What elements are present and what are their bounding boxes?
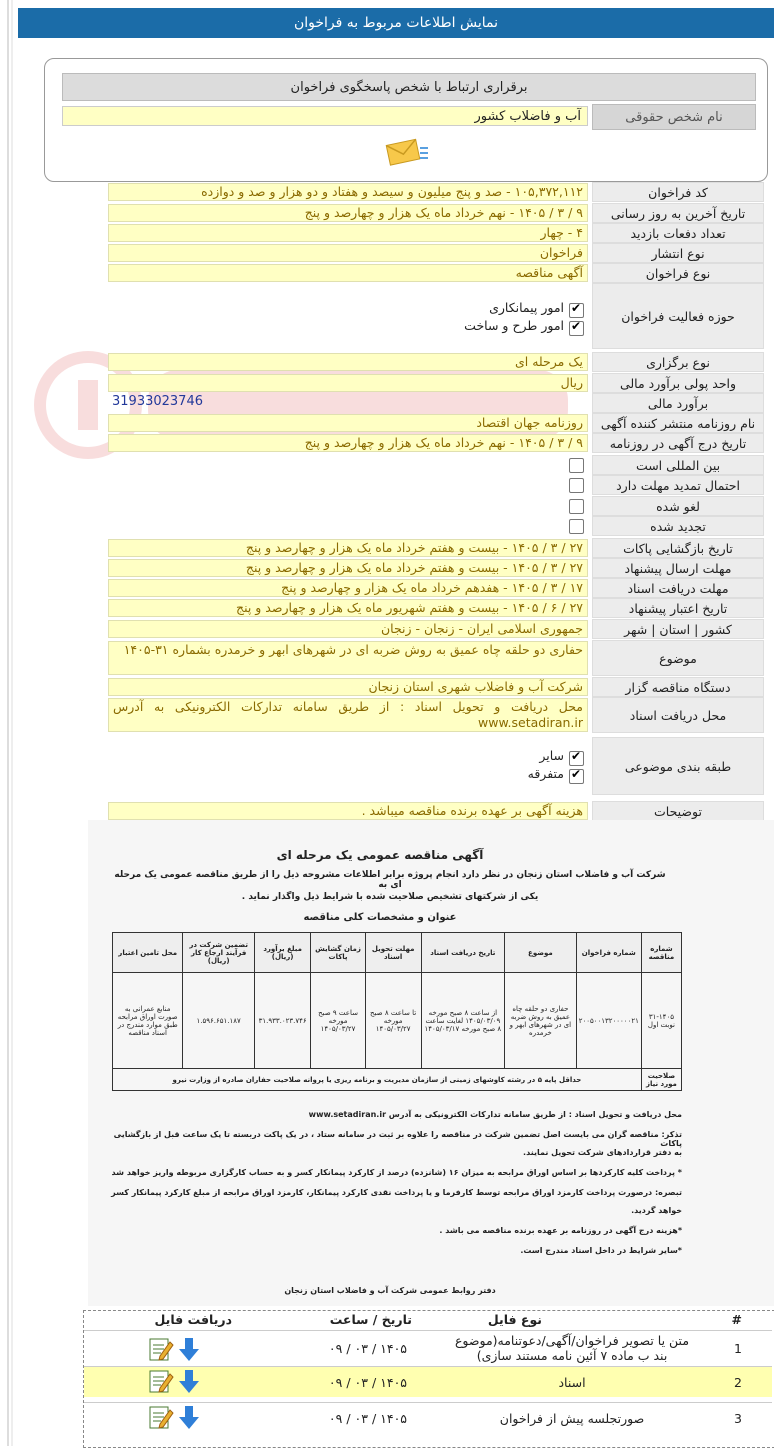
field-row-subject xyxy=(108,640,764,676)
files-header xyxy=(84,1312,772,1330)
legal-name-value: آب و فاضلاب کشور xyxy=(62,106,588,126)
field-value: یک مرحله ای xyxy=(108,353,588,371)
field-value: ۱۷ / ۳ / ۱۴۰۵ - هفدهم خرداد ماه یک هزار و چهارصد و پنج xyxy=(108,579,588,597)
field-row-estimate xyxy=(108,393,764,413)
field-row-code xyxy=(108,182,764,202)
field-value: محل دریافت و تحویل اسناد : از طریق سامانه تدارکات الکترونیکی به آدرس www.setadiran.ir xyxy=(108,698,588,732)
ad-qualification: حداقل پایه ۵ در رشته کاوشهای زمینی از سازمان مدیریت و برنامه ریزی یا پروانه صلاحیت حفاران صادره از وزارت نیرو xyxy=(113,1069,642,1091)
file-date: ۱۴۰۵ / ۰۳ / ۰۹ xyxy=(328,1341,407,1356)
legal-name-label: نام شخص حقوقی xyxy=(592,104,756,130)
field-row-submit-deadline xyxy=(108,558,764,578)
ad-title: آگهی مناقصه عمومی یک مرحله ای xyxy=(276,848,484,862)
ad-table-cell: حفاری دو حلقه چاه عمیق به روش ضربه ای در شهرهای ابهر و خرمدره xyxy=(505,973,577,1069)
activity-item: امور پیمانکاری xyxy=(489,300,564,315)
field-value: جمهوری اسلامی ایران - زنجان - زنجان xyxy=(108,620,588,638)
field-row-update xyxy=(108,203,764,223)
envelope-icon[interactable] xyxy=(384,136,430,168)
field-label: برآورد مالی xyxy=(592,393,764,413)
field-label: توضیحات xyxy=(592,801,764,821)
flag-row-international xyxy=(108,455,764,475)
field-value: هزینه آگهی بر عهده برنده مناقصه میباشد . xyxy=(108,802,588,820)
field-label: نوع فراخوان xyxy=(592,263,764,283)
field-row-docs-deadline xyxy=(108,578,764,598)
field-label: کشور | استان | شهر xyxy=(592,619,764,639)
field-row-visits xyxy=(108,223,764,243)
activity-checkbox[interactable] xyxy=(569,303,584,318)
ad-table-cell: ۱.۵۹۶.۶۵۱.۱۸۷ xyxy=(183,973,255,1069)
ad-table-header: محل تامین اعتبار xyxy=(113,933,183,973)
ad-doc-line: محل دریافت و تحویل اسناد : از طریق سامانه تدارکات الکترونیکی به آدرس www.setadiran.ir xyxy=(308,1110,682,1119)
page-header xyxy=(18,8,774,38)
ad-table-cell: ۲۰۰۵۰۰۱۳۲۰۰۰۰۰۲۱ xyxy=(576,973,641,1069)
ad-note: به دفتر قراردادهای شرکت تحویل نمایند. xyxy=(523,1148,682,1157)
field-label: کد فراخوان xyxy=(592,182,764,202)
field-label: حوزه فعالیت فراخوان xyxy=(592,283,764,349)
category-checkbox[interactable] xyxy=(569,751,584,766)
ad-table-header: شماره مناقصه xyxy=(641,933,681,973)
ad-table-cell: از ساعت ۸ صبح مورخه ۱۴۰۵/۰۳/۰۹ لغایت ساعت ۸ صبح مورخه ۱۴۰۵/۰۳/۱۷ xyxy=(421,973,505,1069)
ad-table-cell: ۳۱-۱۴۰۵ نوبت اول xyxy=(641,973,681,1069)
field-value: ۲۷ / ۳ / ۱۴۰۵ - بیست و هفتم خرداد ماه یک هزار و چهارصد و پنج xyxy=(108,559,588,577)
field-row-category xyxy=(108,737,764,795)
files-col-num: # xyxy=(731,1312,742,1327)
field-row-activity xyxy=(108,283,764,349)
category-item: سایر xyxy=(539,748,564,763)
field-label: نام روزنامه منتشر کننده آگهی xyxy=(592,413,764,433)
edit-document-icon[interactable] xyxy=(148,1368,174,1394)
field-row-organizer xyxy=(108,677,764,697)
field-value: روزنامه جهان اقتصاد xyxy=(108,414,588,432)
files-col-type: نوع فایل xyxy=(487,1312,542,1327)
field-row-call-type xyxy=(108,263,764,283)
category-checkbox[interactable] xyxy=(569,769,584,784)
edit-document-icon[interactable] xyxy=(148,1336,174,1362)
field-label: تاریخ بازگشایی پاکات xyxy=(592,538,764,558)
ad-note: خواهد گردید. xyxy=(631,1206,682,1215)
ad-note: *سایر شرایط در داخل اسناد مندرج است. xyxy=(520,1246,682,1255)
ad-table-header: زمان گشایش پاکات xyxy=(311,933,365,973)
field-label: تعداد دفعات بازدید xyxy=(592,223,764,243)
ad-table-cell: منابع عمرانی به صورت اوراق مرابحه طبق موارد مندرج در اسناد مناقصه xyxy=(113,973,183,1069)
flag-checkbox[interactable] xyxy=(569,478,584,493)
file-date: ۱۴۰۵ / ۰۳ / ۰۹ xyxy=(328,1411,407,1426)
file-num: 2 xyxy=(734,1375,742,1390)
field-value: 31933023746 xyxy=(112,394,203,409)
flag-row-renewed xyxy=(108,516,764,536)
flag-checkbox[interactable] xyxy=(569,458,584,473)
ad-table-header: مهلت تحویل اسناد xyxy=(365,933,421,973)
field-label: لغو شده xyxy=(592,496,764,516)
field-row-docs-place xyxy=(108,697,764,733)
ad-note: *هزینه درج آگهی در روزنامه بر عهده برنده مناقصه می باشد . xyxy=(439,1226,682,1235)
field-label: بین المللی است xyxy=(592,455,764,475)
field-value: ریال xyxy=(108,374,588,392)
ad-table-cell: ۳۱.۹۳۳.۰۲۳.۷۴۶ xyxy=(254,973,310,1069)
activity-item: امور طرح و ساخت xyxy=(464,318,564,333)
field-label: تجدید شده xyxy=(592,516,764,536)
ad-intro: شرکت آب و فاضلاب استان زنجان در نظر دارد انجام پروژه برابر اطلاعات مشروحه ذیل را از طریق مناقصه عمومی یک مرحله ای به xyxy=(114,870,666,890)
field-label: مهلت ارسال پیشنهاد xyxy=(592,558,764,578)
flag-checkbox[interactable] xyxy=(569,499,584,514)
download-arrow-icon[interactable] xyxy=(176,1404,202,1430)
files-col-download: دریافت فایل xyxy=(154,1312,232,1327)
field-label: واحد پولی برآورد مالی xyxy=(592,373,764,393)
field-value: حفاری دو حلقه چاه عمیق به روش ضربه ای در شهرهای ابهر و خرمدره بشماره ۳۱-۱۴۰۵ xyxy=(108,641,588,675)
field-label: نوع انتشار xyxy=(592,243,764,263)
ad-subtitle: عنوان و مشخصات کلی مناقصه xyxy=(303,912,457,923)
file-num: 3 xyxy=(734,1411,742,1426)
field-value: ۹ / ۳ / ۱۴۰۵ - نهم خرداد ماه یک هزار و چهارصد و پنج xyxy=(108,434,588,452)
ad-table-header: مبلغ برآورد (ریال) xyxy=(254,933,310,973)
ad-qualification-label: صلاحیت مورد نیاز xyxy=(641,1069,681,1091)
field-row-publish-type xyxy=(108,243,764,263)
field-row-currency xyxy=(108,373,764,393)
ad-intro: یکی از شرکتهای تشخیص صلاحیت شده با شرایط ذیل واگذار نماید . xyxy=(241,892,539,902)
field-label: تاریخ اعتبار پیشنهاد xyxy=(592,598,764,618)
flag-row-cancelled xyxy=(108,496,764,516)
field-value: ۲۷ / ۳ / ۱۴۰۵ - بیست و هفتم خرداد ماه یک هزار و چهارصد و پنج xyxy=(108,539,588,557)
contact-button[interactable]: برقراری ارتباط با شخص پاسخگوی فراخوان xyxy=(62,73,756,101)
field-label: تاریخ درج آگهی در روزنامه xyxy=(592,433,764,453)
field-label: نوع برگزاری xyxy=(592,352,764,372)
field-label: مهلت دریافت اسناد xyxy=(592,578,764,598)
field-value: شرکت آب و فاضلاب شهری استان زنجان xyxy=(108,678,588,696)
ad-note: * پرداخت کلیه کارکردها بر اساس اوراق مرابحه به میزان ۱۶ (شانزده) درصد از کارکرد پیمانکار کسر و به حساب کارگزاری مربوطه واریز خواهد شد xyxy=(111,1168,682,1177)
field-value: فراخوان xyxy=(108,244,588,262)
field-value: ۹ / ۳ / ۱۴۰۵ - نهم خرداد ماه یک هزار و چهارصد و پنج xyxy=(108,204,588,222)
ad-table-header: تاریخ دریافت اسناد xyxy=(421,933,505,973)
page-title: نمایش اطلاعات مربوط به فراخوان xyxy=(293,15,499,31)
field-row-notes xyxy=(108,801,764,821)
field-label: دستگاه مناقصه گزار xyxy=(592,677,764,697)
field-label: طبقه بندی موضوعی xyxy=(592,737,764,795)
download-arrow-icon[interactable] xyxy=(176,1336,202,1362)
field-value: آگهی مناقصه xyxy=(108,264,588,282)
field-value: ۱۰۵,۳۷۲,۱۱۲ - صد و پنج میلیون و سیصد و هفتاد و دو هزار و صد و دوازده xyxy=(108,183,588,201)
field-label: احتمال تمدید مهلت دارد xyxy=(592,475,764,495)
field-row-location xyxy=(108,619,764,639)
ad-table-cell: ساعت ۹ صبح مورخه ۱۴۰۵/۰۳/۲۷ xyxy=(311,973,365,1069)
ad-table-header: موضوع xyxy=(505,933,577,973)
ad-table-cell: تا ساعت ۸ صبح مورخه ۱۴۰۵/۰۳/۲۷ xyxy=(365,973,421,1069)
ad-table-header: تضمین شرکت در فرآیند ارجاع کار (ریال) xyxy=(183,933,255,973)
flag-row-extension xyxy=(108,475,764,495)
activity-checkbox[interactable] xyxy=(569,321,584,336)
ad-table xyxy=(112,932,682,1091)
file-type: متن یا تصویر فراخوان/آگهی/دعوتنامه(موضوع بند ب ماده ۷ آئین نامه مستند سازی) xyxy=(454,1333,690,1363)
ad-note: تذکر: مناقصه گران می بایست اصل تضمین شرکت در مناقصه را علاوه بر ثبت در سامانه ستاد ، در یک پاکت دربسته تا یک ساعت قبل از بازگشایی پاکات xyxy=(113,1130,682,1148)
files-col-date: تاریخ / ساعت xyxy=(329,1312,412,1327)
field-value: ۲۷ / ۶ / ۱۴۰۵ - بیست و هفتم شهریور ماه یک هزار و چهارصد و پنج xyxy=(108,599,588,617)
file-num: 1 xyxy=(734,1341,742,1356)
download-arrow-icon[interactable] xyxy=(176,1368,202,1394)
field-row-holding-type xyxy=(108,352,764,372)
flag-checkbox[interactable] xyxy=(569,519,584,534)
field-value: ۴ - چهار xyxy=(108,224,588,242)
field-label: موضوع xyxy=(592,640,764,676)
edit-document-icon[interactable] xyxy=(148,1404,174,1430)
left-frame xyxy=(0,0,16,1446)
ad-note: تبصره: درصورت پرداخت کارمزد اوراق مرابحه توسط کارفرما و یا پرداخت نقدی کارکرد پیمانکار، کارمزد اوراق مرابحه از مبلغ کارکرد پیمانکار کسر xyxy=(111,1188,682,1197)
file-type: صورتجلسه پیش از فراخوان xyxy=(499,1411,645,1426)
field-row-newspaper-date xyxy=(108,433,764,453)
field-row-validity xyxy=(108,598,764,618)
file-type: اسناد xyxy=(558,1375,586,1390)
field-row-opening xyxy=(108,538,764,558)
field-row-newspaper xyxy=(108,413,764,433)
ad-footer: دفتر روابط عمومی شرکت آب و فاضلاب استان زنجان xyxy=(284,1286,496,1295)
file-date: ۱۴۰۵ / ۰۳ / ۰۹ xyxy=(328,1375,407,1390)
field-label: تاریخ آخرین به روز رسانی xyxy=(592,203,764,223)
category-item: متفرقه xyxy=(527,766,564,781)
field-label: محل دریافت اسناد xyxy=(592,697,764,733)
ad-table-header: شماره فراخوان xyxy=(576,933,641,973)
